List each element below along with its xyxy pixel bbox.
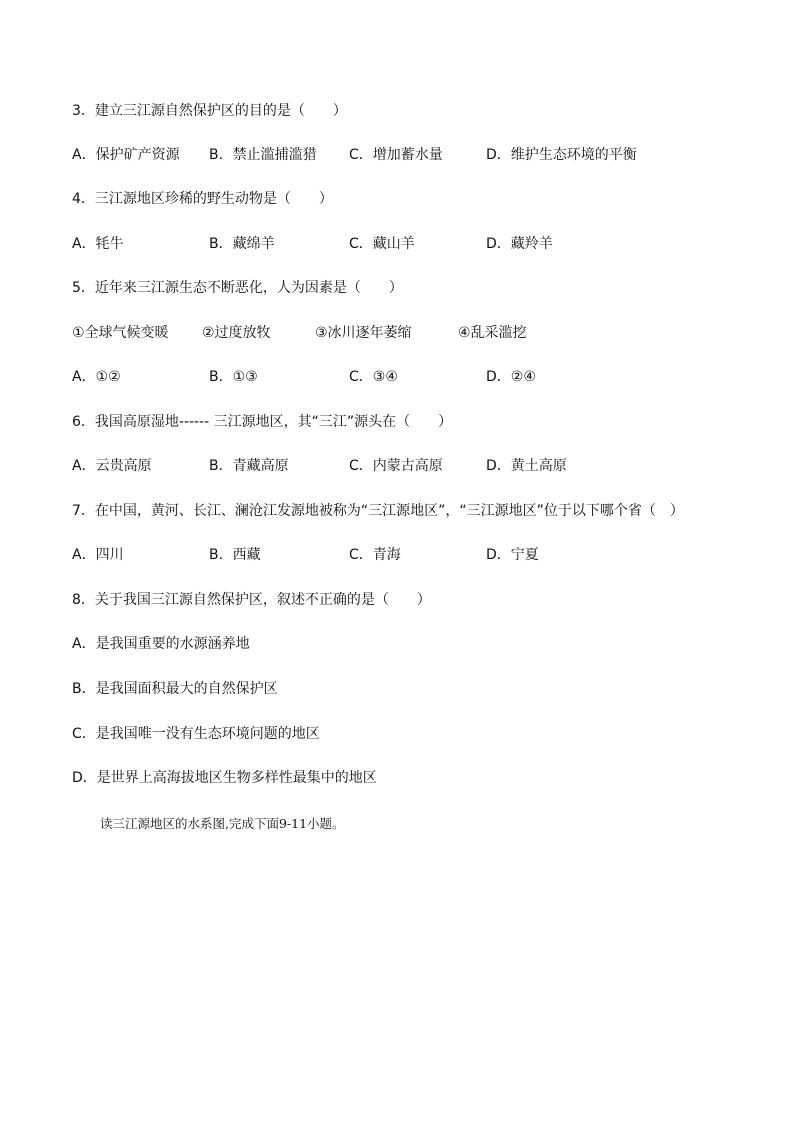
question-8-option-c: C．是我国唯一没有生态环境问题的地区 [72, 726, 320, 742]
question-6-option-b: B．青藏高原 [209, 458, 289, 474]
map-instruction-note: 读三江源地区的水系图,完成下面9-11小题。 [100, 816, 345, 831]
question-5-factor-3: ③冰川逐年萎缩 [315, 325, 412, 341]
question-4-option-b: B．藏绵羊 [209, 236, 275, 252]
question-7-option-b: B．西藏 [209, 547, 261, 563]
question-5-option-b: B．①③ [209, 369, 258, 385]
question-8-option-b: B．是我国面积最大的自然保护区 [72, 681, 278, 697]
question-5-factor-4: ④乱采滥挖 [458, 325, 527, 341]
question-4-option-d: D．藏羚羊 [486, 236, 553, 252]
question-8-option-a: A．是我国重要的水源涵养地 [72, 636, 250, 652]
question-3-option-d: D．维护生态环境的平衡 [486, 147, 637, 163]
question-7-option-d: D．宁夏 [486, 547, 539, 563]
question-6-stem: 6．我国高原湿地------ 三江源地区，其“三江”源头在（ ） [72, 414, 453, 430]
question-3-option-a: A．保护矿产资源 [72, 147, 180, 163]
question-4-option-c: C．藏山羊 [349, 236, 415, 252]
question-3-option-c: C．增加蓄水量 [349, 147, 443, 163]
question-5-factor-1: ①全球气候变暖 [72, 325, 169, 341]
question-7-stem: 7．在中国，黄河、长江、澜沧江发源地被称为“三江源地区”，“三江源地区”位于以下哪个省（ ） [72, 503, 684, 519]
question-6-option-c: C．内蒙古高原 [349, 458, 443, 474]
question-3-option-b: B．禁止滥捕滥猎 [209, 147, 317, 163]
question-8-stem: 8．关于我国三江源自然保护区，叙述不正确的是（ ） [72, 592, 431, 608]
question-7-option-a: A．四川 [72, 547, 124, 563]
question-6-option-a: A．云贵高原 [72, 458, 152, 474]
question-5-option-c: C．③④ [349, 369, 398, 385]
question-8-option-d: D．是世界上高海拔地区生物多样性最集中的地区 [72, 770, 377, 786]
question-3-stem: 3．建立三江源自然保护区的目的是（ ） [72, 103, 347, 119]
question-4-stem: 4．三江源地区珍稀的野生动物是（ ） [72, 191, 333, 207]
question-4-option-a: A．牦牛 [72, 236, 124, 252]
question-6-option-d: D．黄土高原 [486, 458, 567, 474]
question-5-option-d: D．②④ [486, 369, 536, 385]
question-5-factor-2: ②过度放牧 [202, 325, 271, 341]
question-7-option-c: C．青海 [349, 547, 401, 563]
question-5-stem: 5．近年来三江源生态不断恶化，人为因素是（ ） [72, 280, 403, 296]
question-5-option-a: A．①② [72, 369, 121, 385]
